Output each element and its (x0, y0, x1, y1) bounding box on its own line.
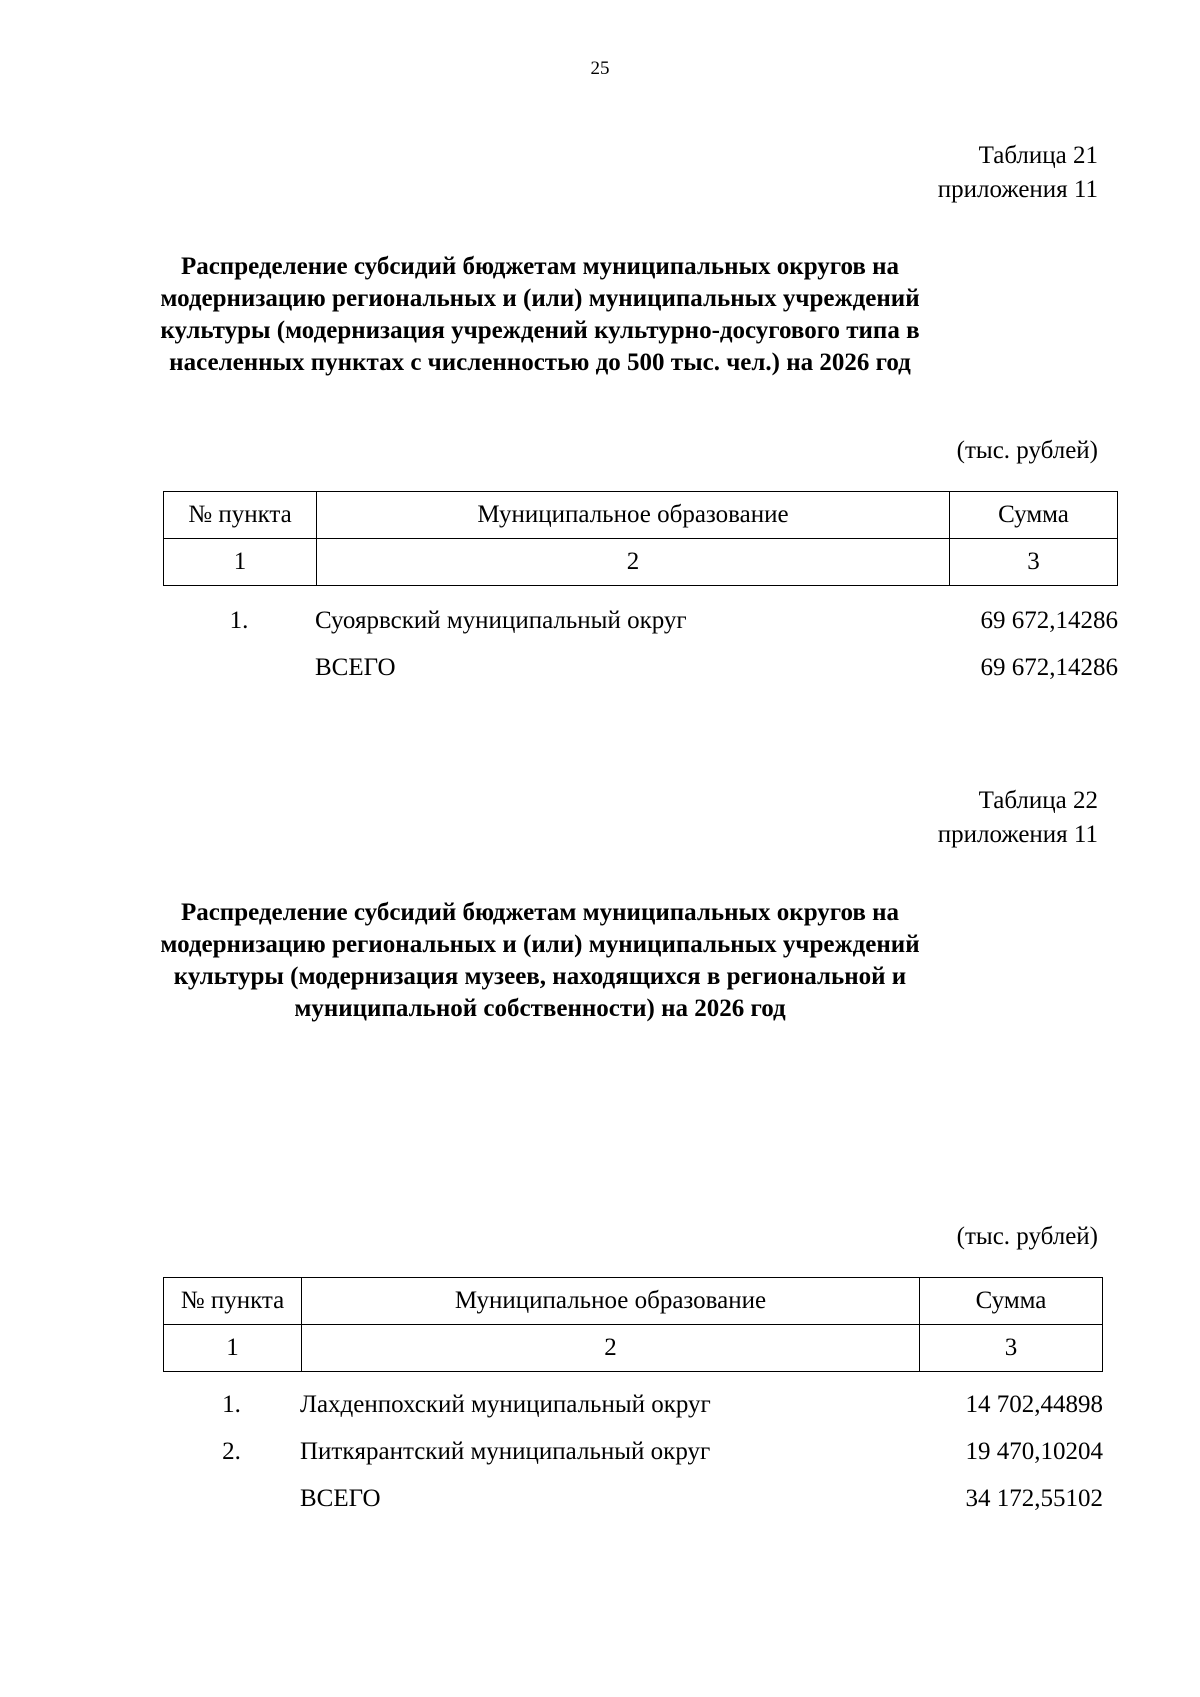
table21-colnum-1: 1 (164, 539, 317, 586)
table-row (163, 597, 1118, 644)
row-municipality: ВСЕГО (300, 1484, 381, 1512)
table22-colnum-3: 3 (920, 1325, 1103, 1372)
table21-title-line: культуры (модернизация учреждений культурно-досугового типа в (160, 317, 920, 344)
table22-reference (938, 784, 1098, 852)
table22-title-line: муниципальной собственности) на 2026 год (294, 995, 786, 1022)
table21-ref-line2: приложения 11 (937, 176, 1098, 203)
table22-units: (тыс. рублей) (956, 1223, 1098, 1250)
table-row (163, 1428, 1103, 1475)
table22-ref-line2: приложения 11 (937, 821, 1098, 848)
table22-colnum-1: 1 (164, 1325, 302, 1372)
table21-title-line: населенных пунктах с численностью до 500 тыс. чел.) на 2026 год (169, 349, 911, 376)
table22-header-name: Муниципальное образование (302, 1278, 920, 1325)
table21-body (163, 597, 1118, 691)
row-number: 1. (222, 1390, 241, 1418)
table22-column-numbers-row (164, 1325, 1103, 1372)
table21-header-name: Муниципальное образование (317, 492, 950, 539)
table-row-total (163, 1475, 1103, 1522)
row-sum: 19 470,10204 (965, 1437, 1103, 1465)
row-municipality: Питкярантский муниципальный округ (300, 1437, 711, 1465)
table21-units: (тыс. рублей) (956, 437, 1098, 464)
row-municipality: ВСЕГО (315, 653, 396, 681)
table22-ref-line1: Таблица 22 (978, 787, 1098, 814)
page-number: 25 (590, 58, 610, 79)
row-number: 2. (222, 1437, 241, 1465)
table22-header-num: № пункта (164, 1278, 302, 1325)
table22-title-line: культуры (модернизация музеев, находящихся в региональной и (173, 963, 907, 990)
table22-header-sum: Сумма (920, 1278, 1103, 1325)
row-sum: 34 172,55102 (965, 1484, 1103, 1512)
row-number: 1. (229, 606, 249, 634)
table-row (163, 1381, 1103, 1428)
table21-reference (938, 139, 1098, 207)
table21-ref-line1: Таблица 21 (978, 142, 1098, 169)
table22-colnum-2: 2 (302, 1325, 920, 1372)
table22-header (163, 1277, 1103, 1372)
table22-title-line: Распределение субсидий бюджетам муниципальных округов на (180, 899, 900, 926)
table21-header-sum: Сумма (950, 492, 1118, 539)
table-row-total (163, 644, 1118, 691)
row-number (163, 1475, 300, 1522)
table21-colnum-2: 2 (317, 539, 950, 586)
table21-title-line: модернизацию региональных и (или) муниципальных учреждений (160, 285, 920, 312)
table22-title (150, 897, 930, 1025)
table22-body (163, 1381, 1103, 1522)
table21-column-numbers-row (164, 539, 1118, 586)
row-municipality: Суоярвский муниципальный округ (315, 606, 687, 634)
table22-header-row (164, 1278, 1103, 1325)
table21-title-line: Распределение субсидий бюджетам муниципальных округов на (180, 253, 900, 280)
table21-header (163, 491, 1118, 586)
table21-header-num: № пункта (164, 492, 317, 539)
row-municipality: Лахденпохский муниципальный округ (300, 1390, 711, 1418)
table21-header-row (164, 492, 1118, 539)
row-number (163, 644, 315, 691)
table21-title (150, 251, 930, 379)
row-sum: 69 672,14286 (980, 653, 1118, 681)
row-sum: 14 702,44898 (965, 1390, 1103, 1418)
table21-colnum-3: 3 (950, 539, 1118, 586)
row-sum: 69 672,14286 (980, 606, 1118, 634)
table22-title-line: модернизацию региональных и (или) муниципальных учреждений (160, 931, 920, 958)
